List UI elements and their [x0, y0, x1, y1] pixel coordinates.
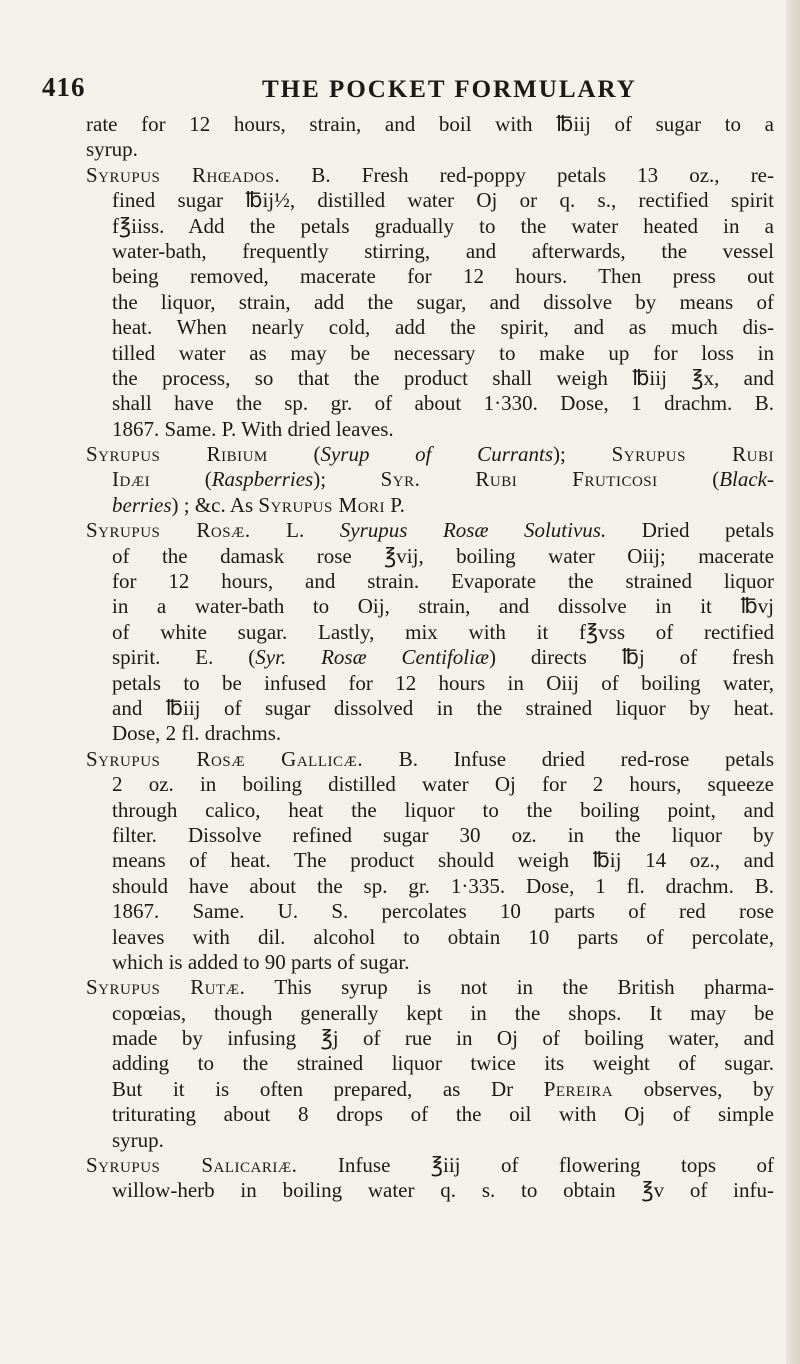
text-line: for 12 hours, and strain. Evaporate the strained liquor: [112, 569, 774, 594]
text-line: the liquor, strain, add the sugar, and dissolve by means of: [112, 289, 774, 314]
text-line: Syrupus Ribium (Syrup of Currants); Syrupus Rubi: [86, 442, 774, 467]
text-line: rate for 12 hours, strain, and boil with ℔iij of sugar to a: [86, 112, 774, 136]
text-line: willow-herb in boiling water q. s. to obtain ℥v of infu-: [112, 1178, 774, 1203]
entry-heading: Syrupus Rosæ.: [86, 518, 251, 543]
text-line: being removed, macerate for 12 hours. Then press out: [112, 264, 774, 289]
entry-heading: Syrupus Rhœados.: [86, 162, 281, 187]
text-line: Syrupus Salicariæ. Infuse ℥iij of flowering tops of: [86, 1153, 774, 1178]
text-line: 2 oz. in boiling distilled water Oj for 2 hours, squeeze: [112, 772, 774, 797]
text-line: Syrupus Rosæ. L. Syrupus Rosæ Solutivus. Dried petals: [86, 518, 774, 543]
text-line: in a water-bath to Oij, strain, and dissolve in it ℔vj: [112, 594, 774, 619]
text-line: 1867. Same. P. With dried leaves.: [112, 416, 394, 441]
entry-heading: Syrupus Rutæ.: [86, 975, 246, 1000]
text-line: Idæi (Raspberries); Syr. Rubi Fruticosi (Black-: [112, 467, 774, 492]
text-line: Syrupus Rhœados. B. Fresh red-poppy petals 13 oz., re-: [86, 162, 774, 187]
text-line: the process, so that the product shall weigh ℔iij ℥x, and: [112, 365, 774, 390]
text-line: Dose, 2 fl. drachms.: [112, 721, 282, 746]
text-line: spirit. E. (Syr. Rosæ Centifoliæ) directs ℔j of fresh: [112, 645, 774, 670]
text-line: adding to the strained liquor twice its weight of sugar.: [112, 1051, 774, 1076]
text-line: of the damask rose ℥vij, boiling water Oiij; macerate: [112, 543, 774, 568]
text-line: made by infusing ℥j of rue in Oj of boiling water, and: [112, 1026, 774, 1051]
text-line: berries) ; &c. As Syrupus Mori P.: [112, 492, 405, 517]
text-line: tilled water as may be necessary to make up for loss in: [112, 340, 774, 365]
text-line: petals to be infused for 12 hours in Oiij of boiling water,: [112, 670, 774, 695]
page-number: 416: [42, 72, 86, 102]
text-line: Syrupus Rosæ Gallicæ. B. Infuse dried red-rose petals: [86, 746, 774, 771]
text-line: syrup.: [112, 1127, 164, 1152]
text-line: syrup.: [86, 137, 138, 162]
text-line: triturating about 8 drops of the oil with Oj of simple: [112, 1102, 774, 1127]
text-line: fined sugar ℔ij½, distilled water Oj or q. s., rectified spirit: [112, 188, 774, 213]
text-line: Syrupus Rutæ. This syrup is not in the British pharma-: [86, 975, 774, 1000]
running-title: THE POCKET FORMULARY: [262, 76, 637, 103]
entry-heading: Syrupus Rosæ Gallicæ.: [86, 746, 364, 771]
entry-heading: Syrupus Ribium: [86, 442, 268, 467]
formulary-text: [86, 112, 774, 1204]
text-line: through calico, heat the liquor to the boiling point, and: [112, 797, 774, 822]
text-line: and ℔iij of sugar dissolved in the strained liquor by heat.: [112, 695, 774, 720]
text-line: leaves with dil. alcohol to obtain 10 parts of percolate,: [112, 924, 774, 949]
text-line: f℥iiss. Add the petals gradually to the water heated in a: [112, 213, 774, 238]
text-line: shall have the sp. gr. of about 1·330. Dose, 1 drachm. B.: [112, 391, 774, 416]
text-line: heat. When nearly cold, add the spirit, and as much dis-: [112, 315, 774, 340]
text-line: water-bath, frequently stirring, and afterwards, the vessel: [112, 238, 774, 263]
entry-heading: Syrupus Salicariæ.: [86, 1153, 298, 1178]
entry-heading: Syrupus Rubi: [611, 442, 774, 467]
text-line: should have about the sp. gr. 1·335. Dose, 1 fl. drachm. B.: [112, 873, 774, 898]
page-edge-shadow: [786, 0, 800, 1364]
text-line: of white sugar. Lastly, mix with it f℥vss of rectified: [112, 619, 774, 644]
text-line: 1867. Same. U. S. percolates 10 parts of red rose: [112, 899, 774, 924]
text-line: means of heat. The product should weigh ℔ij 14 oz., and: [112, 848, 774, 873]
page-header: [40, 72, 780, 108]
text-line: But it is often prepared, as Dr Pereira observes, by: [112, 1076, 774, 1101]
text-line: filter. Dissolve refined sugar 30 oz. in the liquor by: [112, 822, 774, 847]
text-line: copœias, though generally kept in the shops. It may be: [112, 1000, 774, 1025]
text-line: which is added to 90 parts of sugar.: [112, 949, 410, 974]
